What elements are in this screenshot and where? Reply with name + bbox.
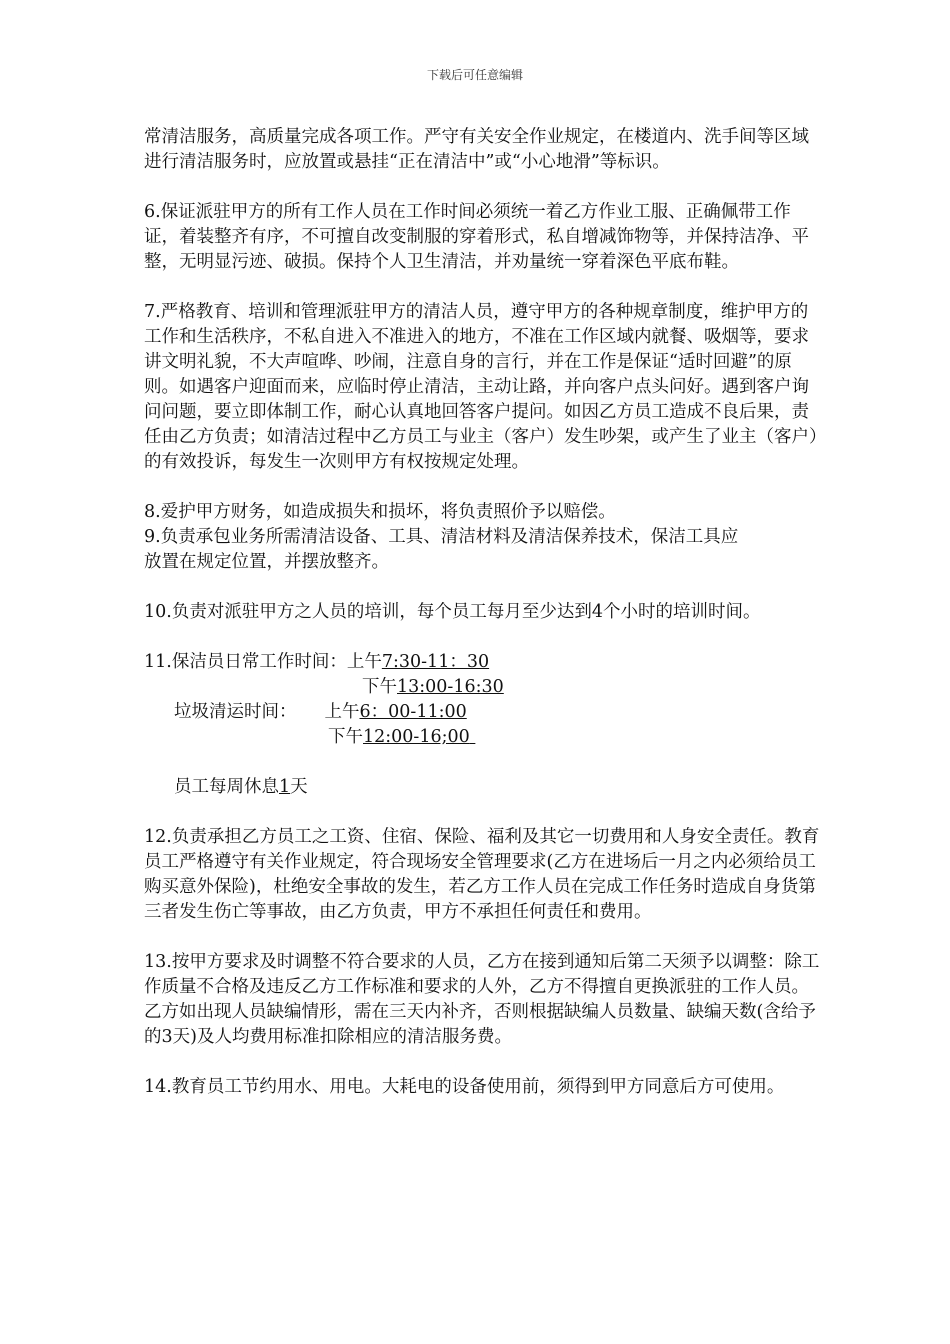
garbage-time-pm-row xyxy=(144,725,824,750)
schedule-block xyxy=(144,650,824,800)
paragraph-8: 8.爱护甲方财务，如造成损失和损坏，将负责照价予以赔偿。 xyxy=(144,502,616,522)
paragraph-9-line-1: 9.负责承包业务所需清洁设备、工具、清洁材料及清洁保养技术，保洁工具应 xyxy=(144,527,739,547)
document-body xyxy=(144,125,824,1100)
paragraph-9-line-2: 放置在规定位置，并摆放整齐。 xyxy=(144,552,389,572)
rest-days-value: 1 xyxy=(279,777,291,797)
garbage-pm-time: 12:00-16;00 xyxy=(363,727,470,747)
rest-prefix: 员工每周休息 xyxy=(174,777,279,797)
rest-days-row xyxy=(144,775,824,800)
garbage-time-label: 垃圾清运时间： xyxy=(174,702,297,722)
work-am-time: 7:30-11：30 xyxy=(381,652,490,672)
paragraph-12: 12.负责承担乙方员工之工资、住宿、保险、福利及其它一切费用和人身安全责任。教育员工严格遵守有关作业规定，符合现场安全管理要求(乙方在进场后一月之内必须给员工购买意外保险)，杜绝安全事故的发生，若乙方工作人员在完成工作任务时造成自身货第三者发生伤亡等事故，由乙方负责，甲方不承担任何责任和费用。 xyxy=(144,827,820,922)
work-time-am-row xyxy=(144,650,824,675)
work-pm-time: 13:00-16:30 xyxy=(397,677,504,697)
garbage-am-label: 上午 xyxy=(324,702,360,722)
garbage-am-time: 6：00-11:00 xyxy=(359,702,467,722)
garbage-pm-label: 下午 xyxy=(328,727,363,747)
work-am-label: 上午 xyxy=(346,652,382,672)
page-header: 下载后可任意编辑 xyxy=(426,68,523,82)
paragraph-6: 6.保证派驻甲方的所有工作人员在工作时间必须统一着乙方作业工服、正确佩带工作证，着装整齐有序，不可擅自改变制服的穿着形式，私自增减饰物等，并保持洁净、平整，无明显污迹、破损。保持个人卫生清洁，并劝量统一穿着深色平底布鞋。 xyxy=(144,202,809,272)
work-time-pm-row xyxy=(144,675,824,700)
rest-suffix: 天 xyxy=(290,777,308,797)
paragraph-14: 14.教育员工节约用水、用电。大耗电的设备使用前，须得到甲方同意后方可使用。 xyxy=(144,1077,785,1097)
paragraph-continued: 常清洁服务，高质量完成各项工作。严守有关安全作业规定，在楼道内、洗手间等区域进行清洁服务时，应放置或悬挂“正在清洁中”或“小心地滑”等标识。 xyxy=(144,127,809,172)
paragraph-7: 7.严格教育、培训和管理派驻甲方的清洁人员，遵守甲方的各种规章制度，维护甲方的工作和生活秩序，不私自进入不准进入的地方，不准在工作区域内就餐、吸烟等，要求讲文明礼貌，不大声喧哗、吵闹，注意自身的言行，并在工作是保证“适时回避”的原则。如遇客户迎面而来，应临时停止清洁，主动让路，并向客户点头问好。遇到客户询问问题，要立即体制工作，耐心认真地回答客户提问。如因乙方员工造成不良后果，责任由乙方负责；如清洁过程中乙方员工与业主（客户）发生吵架，或产生了业主（客户）的有效投诉，每发生一次则甲方有权按规定处理。 xyxy=(144,302,818,472)
work-pm-label: 下午 xyxy=(362,677,397,697)
paragraph-10: 10.负责对派驻甲方之人员的培训，每个员工每月至少达到4个小时的培训时间。 xyxy=(144,602,761,622)
work-time-label: 11.保洁员日常工作时间： xyxy=(144,652,347,672)
paragraph-13: 13.按甲方要求及时调整不符合要求的人员，乙方在接到通知后第二天须予以调整：除工作质量不合格及违反乙方工作标准和要求的人外，乙方不得擅自更换派驻的工作人员。乙方如出现人员缺编情形，需在三天内补齐，否则根据缺编人员数量、缺编天数(含给予的3天)及人均费用标准扣除相应的清洁服务费。 xyxy=(144,952,820,1047)
garbage-time-am-row xyxy=(144,700,824,725)
